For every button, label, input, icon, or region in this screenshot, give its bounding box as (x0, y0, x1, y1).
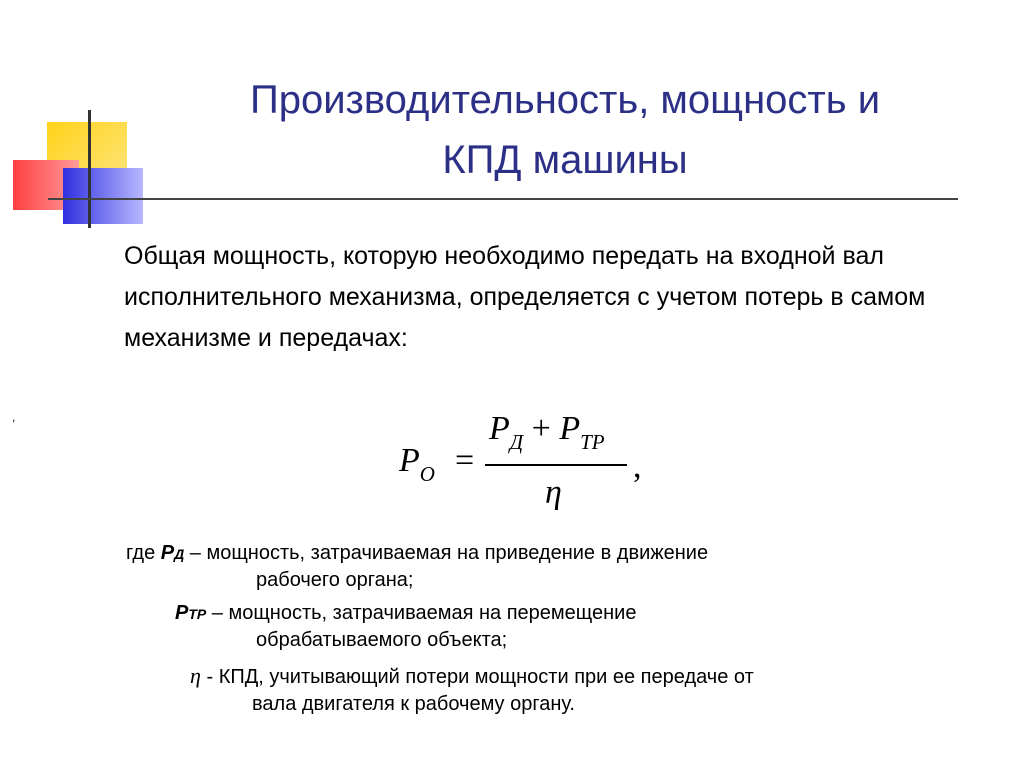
legend-item1-line2: рабочего органа; (256, 569, 414, 591)
formula-num-p1-sub: Д (509, 430, 524, 454)
legend-item2-symbol: Р (175, 602, 189, 624)
formula-denominator: η (545, 474, 562, 511)
legend-item-1 (126, 540, 708, 568)
body-paragraph: Общая мощность, которую необходимо передать на входной вал исполнительного механизма, определяется с учетом потерь в самом механизме и передачах: (124, 242, 926, 352)
legend-item3-symbol: η (190, 663, 201, 688)
formula-equals: = (455, 442, 475, 479)
slide-title-line2: КПД машины (442, 138, 688, 182)
slide-title-line1: Производительность, мощность и (249, 78, 881, 122)
formula-trailing-comma: , (633, 448, 642, 485)
formula-num-p1: P (489, 410, 510, 447)
legend-item3-line2: вала двигателя к рабочему органу. (252, 693, 575, 715)
legend-item-3 (190, 662, 754, 691)
legend-item2-text-line1: – мощность, затрачиваемая на перемещение (206, 602, 637, 624)
legend-item3-text-line1: - КПД, учитывающий потери мощности при ее передаче от (200, 666, 754, 688)
legend-item1-sub: Д (174, 546, 185, 562)
legend-intro: где (126, 542, 156, 564)
title-divider-line (48, 198, 958, 200)
slide-title (150, 70, 980, 190)
power-formula (393, 408, 673, 528)
legend-item-2 (175, 600, 636, 628)
stray-mark: , (12, 410, 16, 424)
legend-item2-sub: ТР (188, 606, 207, 622)
legend-item2-line2: обрабатываемого объекта; (256, 629, 508, 651)
formula-lhs (399, 442, 435, 486)
formula-lhs-sub: О (419, 462, 435, 486)
formula-lhs-symbol: P (399, 442, 420, 479)
formula-plus: + (531, 410, 551, 447)
decor-vertical-line (88, 110, 91, 228)
formula-num-p2: P (559, 410, 581, 447)
legend-item1-symbol: Р (160, 542, 175, 564)
legend-item1-text-line1: – мощность, затрачиваемая на приведение в движение (184, 542, 709, 564)
formula-fraction-bar (485, 464, 627, 466)
decor-blue-square (63, 168, 143, 224)
formula-num-p2-sub: ТР (580, 430, 605, 454)
formula-numerator (489, 410, 605, 454)
